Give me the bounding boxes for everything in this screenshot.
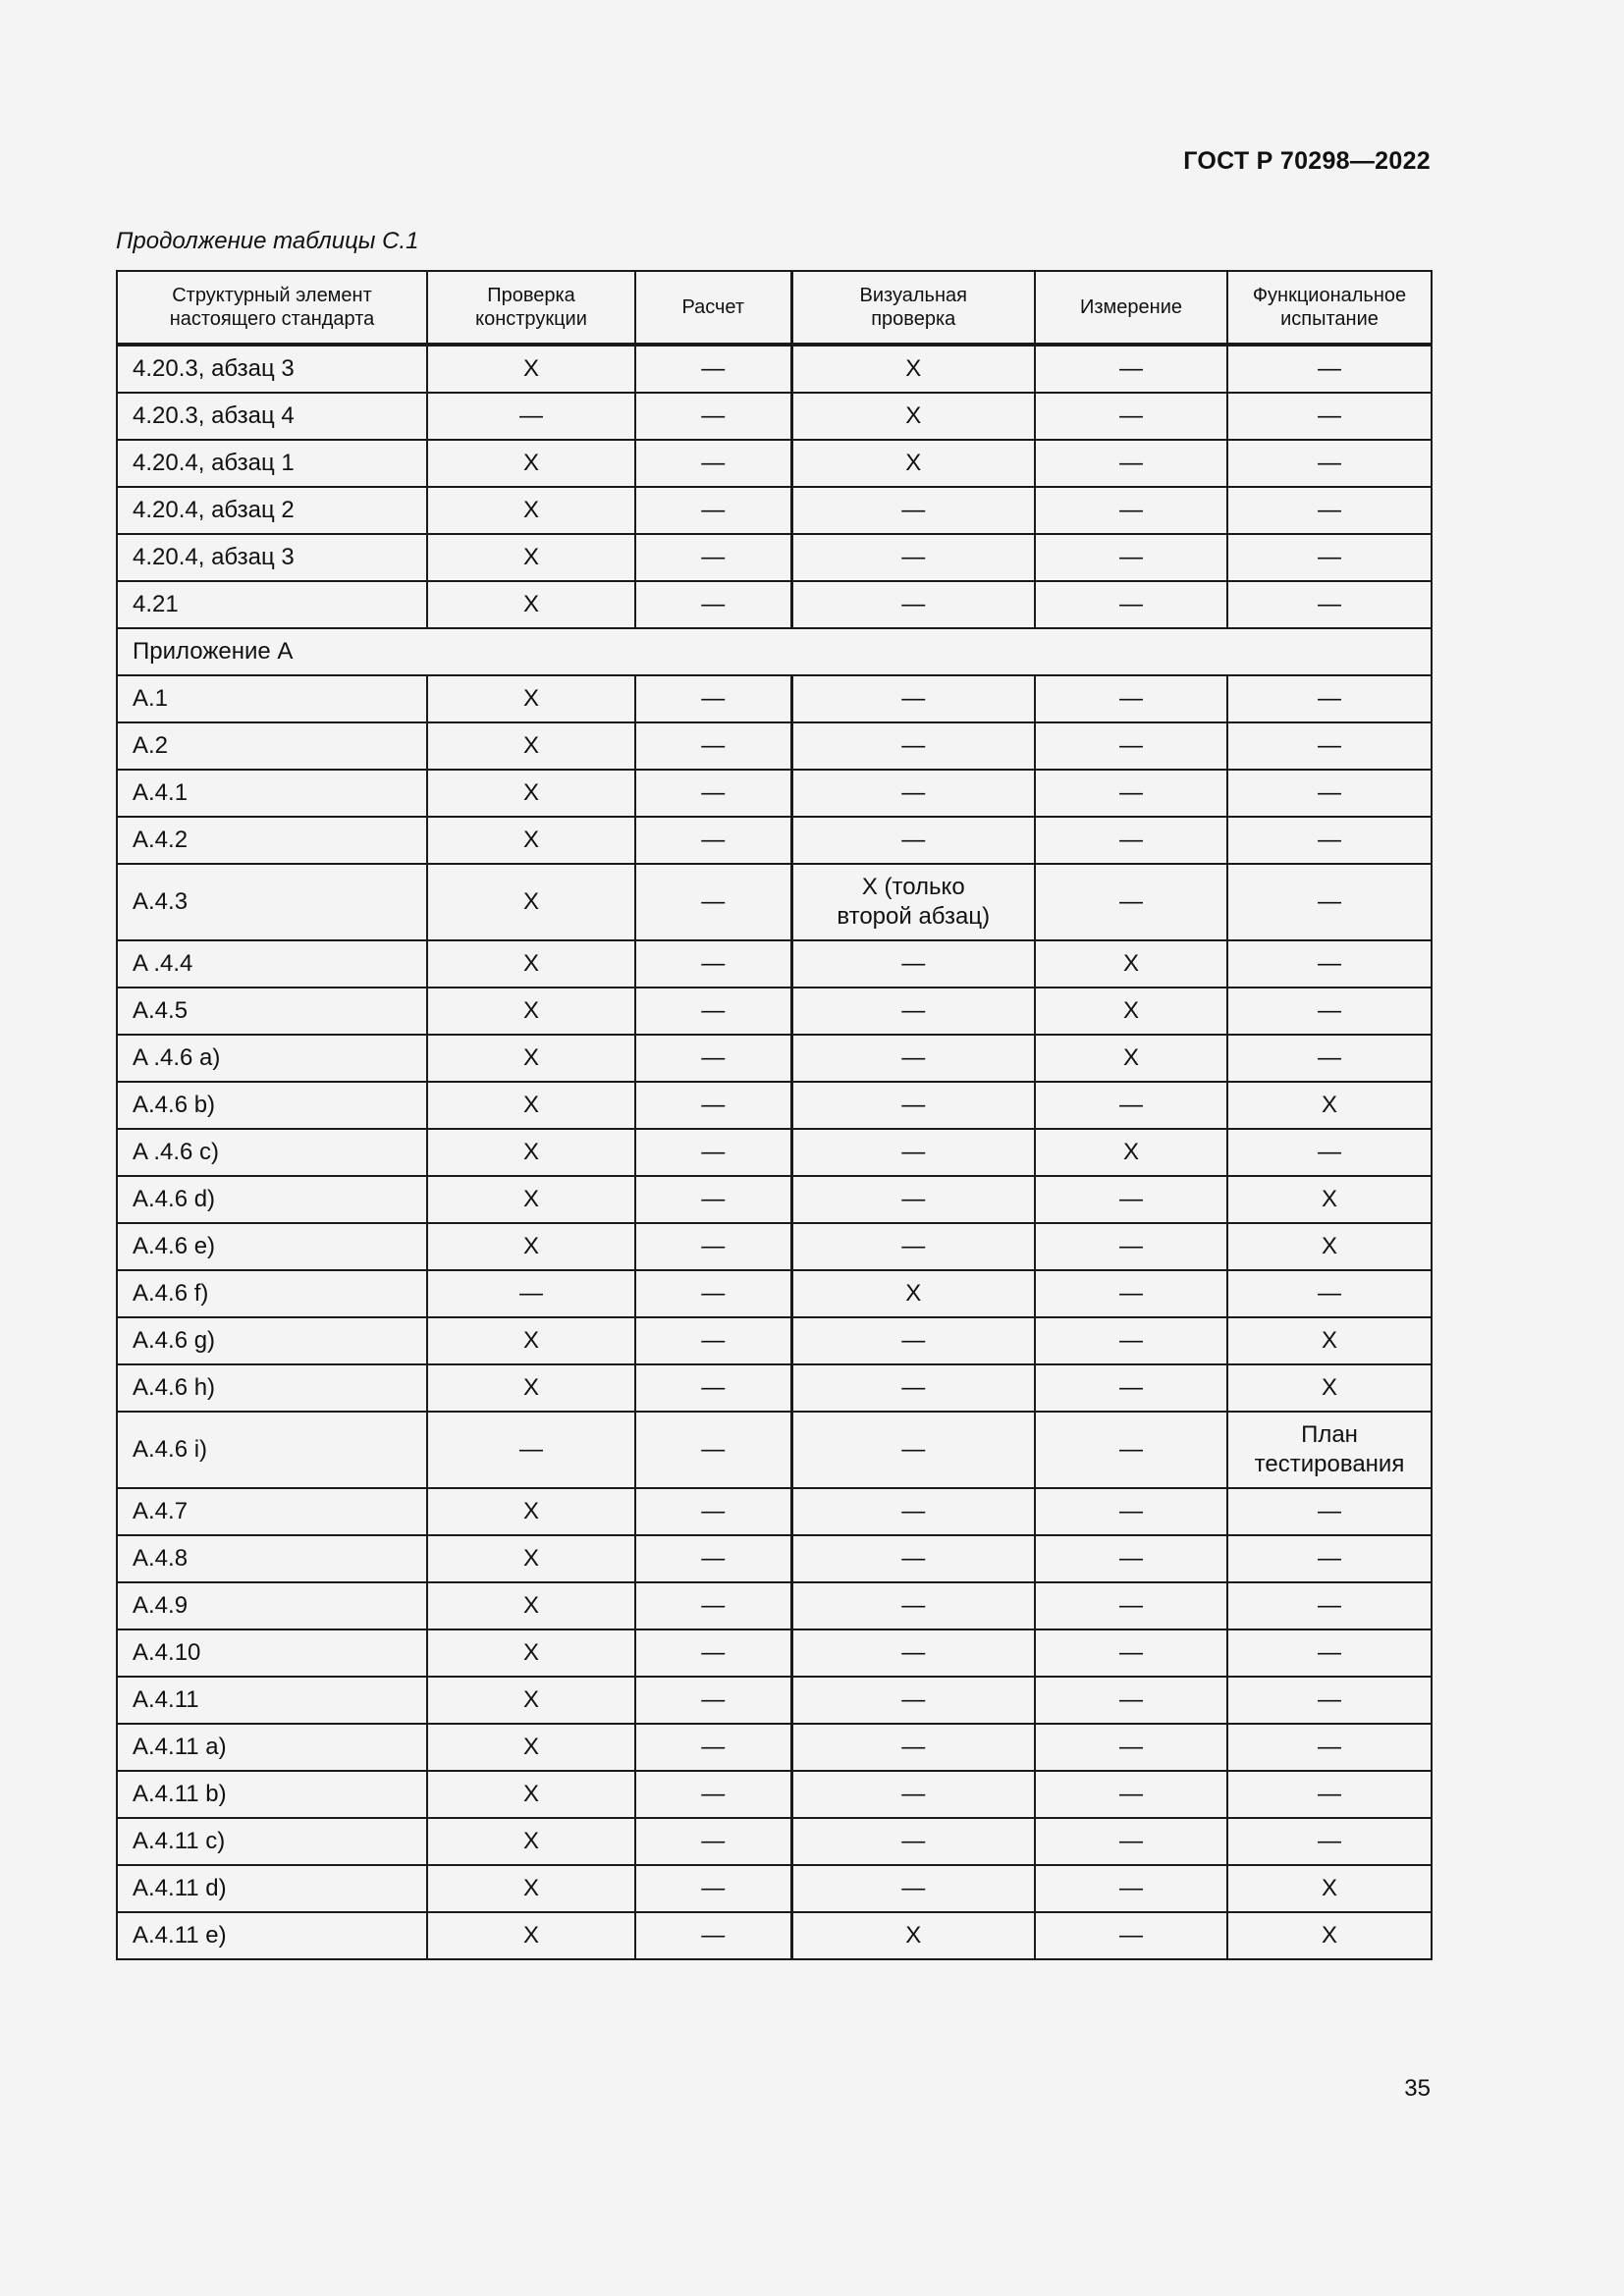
check-cell: — — [791, 1223, 1035, 1270]
check-cell: — — [1227, 440, 1432, 487]
check-cell: — — [1227, 940, 1432, 988]
check-cell: — — [635, 1364, 791, 1412]
check-cell: — — [1035, 534, 1227, 581]
check-cell: — — [635, 345, 791, 393]
check-cell: X — [1227, 1223, 1432, 1270]
check-cell: X — [427, 1176, 635, 1223]
check-cell: X — [791, 440, 1035, 487]
check-cell: — — [635, 1223, 791, 1270]
structural-element-cell: A.4.6 i) — [117, 1412, 427, 1488]
table-body — [117, 345, 1432, 1959]
structural-element-cell: A .4.6 c) — [117, 1129, 427, 1176]
check-cell: X — [1227, 1082, 1432, 1129]
structural-element-cell: A.2 — [117, 722, 427, 770]
table-row — [117, 1865, 1432, 1912]
structural-element-cell: A.4.11 e) — [117, 1912, 427, 1959]
column-header: Измерение — [1035, 271, 1227, 345]
check-cell: — — [427, 1270, 635, 1317]
check-cell: — — [1035, 1771, 1227, 1818]
structural-element-cell: A.4.11 a) — [117, 1724, 427, 1771]
check-cell: — — [427, 1412, 635, 1488]
structural-element-cell: A.4.7 — [117, 1488, 427, 1535]
check-cell: X — [1035, 1129, 1227, 1176]
check-cell: X — [427, 1771, 635, 1818]
structural-element-cell: A.4.11 d) — [117, 1865, 427, 1912]
check-cell: — — [791, 1629, 1035, 1677]
check-cell: — — [1035, 487, 1227, 534]
check-cell: X — [427, 988, 635, 1035]
table-row — [117, 1488, 1432, 1535]
structural-element-cell: A.4.5 — [117, 988, 427, 1035]
check-cell: — — [1035, 722, 1227, 770]
check-cell: — — [635, 1488, 791, 1535]
check-cell: — — [791, 1582, 1035, 1629]
structural-element-cell: A.4.9 — [117, 1582, 427, 1629]
structural-element-cell: A.4.11 — [117, 1677, 427, 1724]
check-cell: — — [791, 1176, 1035, 1223]
check-cell: X — [791, 1912, 1035, 1959]
check-cell: — — [427, 393, 635, 440]
check-cell: — — [791, 770, 1035, 817]
check-cell: — — [635, 581, 791, 628]
check-cell: — — [791, 940, 1035, 988]
check-cell: — — [635, 675, 791, 722]
check-cell: — — [791, 1677, 1035, 1724]
check-cell: — — [1035, 393, 1227, 440]
section-row — [117, 628, 1432, 675]
check-cell: — — [1035, 1629, 1227, 1677]
check-cell: — — [791, 1317, 1035, 1364]
check-cell: — — [791, 1082, 1035, 1129]
table-row — [117, 1818, 1432, 1865]
check-cell: X — [427, 1035, 635, 1082]
check-cell: — — [1227, 988, 1432, 1035]
check-cell: — — [1035, 675, 1227, 722]
check-cell: — — [635, 1912, 791, 1959]
check-cell: — — [1227, 1629, 1432, 1677]
structural-element-cell: A.4.3 — [117, 864, 427, 940]
check-cell: — — [1227, 1677, 1432, 1724]
table-row — [117, 1270, 1432, 1317]
structural-element-cell: A .4.6 a) — [117, 1035, 427, 1082]
table-row — [117, 1677, 1432, 1724]
check-cell: — — [1227, 393, 1432, 440]
structural-element-cell: 4.20.4, абзац 1 — [117, 440, 427, 487]
structural-element-cell: 4.21 — [117, 581, 427, 628]
check-cell: — — [1035, 1412, 1227, 1488]
check-cell: X — [427, 1724, 635, 1771]
check-cell: — — [635, 1176, 791, 1223]
check-cell: — — [1227, 581, 1432, 628]
table-row — [117, 1176, 1432, 1223]
check-cell: — — [635, 1129, 791, 1176]
check-cell: — — [635, 1412, 791, 1488]
check-cell: X — [427, 1535, 635, 1582]
check-cell: — — [791, 487, 1035, 534]
check-cell: — — [791, 1364, 1035, 1412]
document-code: ГОСТ Р 70298—2022 — [1183, 147, 1431, 175]
check-cell: — — [1035, 1582, 1227, 1629]
check-cell: X — [1227, 1912, 1432, 1959]
check-cell: — — [635, 1582, 791, 1629]
check-cell: — — [635, 770, 791, 817]
check-cell: — — [1227, 534, 1432, 581]
check-cell: — — [791, 1818, 1035, 1865]
table-row — [117, 940, 1432, 988]
table-row — [117, 1317, 1432, 1364]
table-row — [117, 1082, 1432, 1129]
table-row — [117, 817, 1432, 864]
check-cell: X — [1227, 1176, 1432, 1223]
table-row — [117, 864, 1432, 940]
check-cell: — — [1227, 1818, 1432, 1865]
check-cell: — — [1035, 1364, 1227, 1412]
check-cell: — — [635, 1317, 791, 1364]
check-cell: X — [1035, 940, 1227, 988]
check-cell: X — [427, 440, 635, 487]
check-cell: — — [1227, 675, 1432, 722]
check-cell: X — [427, 770, 635, 817]
table-row — [117, 1223, 1432, 1270]
check-cell: — — [791, 1488, 1035, 1535]
section-title: Приложение А — [117, 628, 1432, 675]
check-cell: — — [1227, 345, 1432, 393]
table-row — [117, 1724, 1432, 1771]
column-header: Функциональное испытание — [1227, 271, 1432, 345]
structural-element-cell: A.4.6 b) — [117, 1082, 427, 1129]
check-cell: — — [1035, 1270, 1227, 1317]
table-header-row — [117, 271, 1432, 345]
check-cell: X — [427, 1865, 635, 1912]
table-row — [117, 1771, 1432, 1818]
structural-element-cell: A.4.6 e) — [117, 1223, 427, 1270]
structural-element-cell: 4.20.3, абзац 3 — [117, 345, 427, 393]
check-cell: X — [427, 1677, 635, 1724]
check-cell: — — [635, 817, 791, 864]
check-cell: — — [635, 487, 791, 534]
check-cell: — — [791, 1865, 1035, 1912]
check-cell: X — [427, 1082, 635, 1129]
check-cell: X — [427, 1129, 635, 1176]
structural-element-cell: A.4.10 — [117, 1629, 427, 1677]
structural-element-cell: A.4.11 c) — [117, 1818, 427, 1865]
structural-element-cell: 4.20.3, абзац 4 — [117, 393, 427, 440]
table-row — [117, 1912, 1432, 1959]
check-cell: X — [427, 722, 635, 770]
check-cell: — — [791, 1535, 1035, 1582]
check-cell: X — [1035, 1035, 1227, 1082]
table-row — [117, 487, 1432, 534]
check-cell: — — [1227, 722, 1432, 770]
check-cell: — — [1035, 1912, 1227, 1959]
check-cell: — — [1035, 1082, 1227, 1129]
check-cell: — — [635, 988, 791, 1035]
check-cell: — — [635, 940, 791, 988]
check-cell: X — [427, 817, 635, 864]
structural-element-cell: 4.20.4, абзац 3 — [117, 534, 427, 581]
check-cell: X — [427, 1364, 635, 1412]
check-cell: — — [635, 1771, 791, 1818]
table-row — [117, 770, 1432, 817]
check-cell: План тестирования — [1227, 1412, 1432, 1488]
check-cell: X — [791, 1270, 1035, 1317]
check-cell: — — [635, 440, 791, 487]
structural-element-cell: A.4.6 h) — [117, 1364, 427, 1412]
check-cell: X — [1227, 1364, 1432, 1412]
check-cell: — — [1227, 770, 1432, 817]
check-cell: X — [427, 1223, 635, 1270]
check-cell: — — [1035, 440, 1227, 487]
check-cell: X — [1227, 1865, 1432, 1912]
table-row — [117, 1412, 1432, 1488]
check-cell: — — [791, 722, 1035, 770]
check-cell: — — [1035, 770, 1227, 817]
check-cell: X — [791, 393, 1035, 440]
check-cell: — — [1035, 1223, 1227, 1270]
table-row — [117, 1035, 1432, 1082]
check-cell: — — [635, 722, 791, 770]
check-cell: — — [1035, 1317, 1227, 1364]
check-cell: — — [1227, 1771, 1432, 1818]
table-row — [117, 1535, 1432, 1582]
check-cell: X — [791, 345, 1035, 393]
check-cell: — — [791, 675, 1035, 722]
check-cell: — — [1227, 817, 1432, 864]
check-cell: X — [427, 940, 635, 988]
check-cell: — — [1035, 1677, 1227, 1724]
check-cell: — — [1035, 1865, 1227, 1912]
check-cell: X — [427, 1582, 635, 1629]
table-row — [117, 1364, 1432, 1412]
structural-element-cell: 4.20.4, абзац 2 — [117, 487, 427, 534]
column-header: Проверка конструкции — [427, 271, 635, 345]
check-cell: — — [1227, 1270, 1432, 1317]
check-cell: — — [635, 1677, 791, 1724]
table-row — [117, 393, 1432, 440]
check-cell: — — [635, 1865, 791, 1912]
check-cell: — — [1035, 1488, 1227, 1535]
check-cell: — — [791, 1035, 1035, 1082]
check-cell: — — [791, 581, 1035, 628]
column-header: Визуальная проверка — [791, 271, 1035, 345]
check-cell: — — [1035, 1818, 1227, 1865]
check-cell: — — [635, 534, 791, 581]
column-header: Расчет — [635, 271, 791, 345]
check-cell: — — [1035, 345, 1227, 393]
table-row — [117, 1629, 1432, 1677]
check-cell: — — [635, 1629, 791, 1677]
check-cell: — — [635, 1535, 791, 1582]
table-row — [117, 581, 1432, 628]
check-cell: X — [427, 1629, 635, 1677]
check-cell: — — [1035, 1724, 1227, 1771]
structural-element-cell: A.4.2 — [117, 817, 427, 864]
check-cell: X (только второй абзац) — [791, 864, 1035, 940]
check-cell: — — [791, 817, 1035, 864]
table-row — [117, 440, 1432, 487]
check-cell: — — [1227, 1488, 1432, 1535]
check-cell: X — [1035, 988, 1227, 1035]
check-cell: — — [1227, 1582, 1432, 1629]
check-cell: — — [791, 1412, 1035, 1488]
page-number: 35 — [1404, 2075, 1431, 2102]
table-row — [117, 345, 1432, 393]
table-caption: Продолжение таблицы С.1 — [116, 228, 419, 254]
check-cell: — — [1227, 1035, 1432, 1082]
check-cell: X — [427, 1912, 635, 1959]
table-row — [117, 1582, 1432, 1629]
table-row — [117, 1129, 1432, 1176]
check-cell: — — [1227, 864, 1432, 940]
check-cell: — — [791, 1771, 1035, 1818]
check-cell: — — [635, 1818, 791, 1865]
table-row — [117, 722, 1432, 770]
structural-element-cell: A.4.6 d) — [117, 1176, 427, 1223]
check-cell: — — [635, 1724, 791, 1771]
check-cell: — — [1035, 1535, 1227, 1582]
check-cell: — — [791, 1129, 1035, 1176]
check-cell: — — [1035, 864, 1227, 940]
check-cell: — — [791, 988, 1035, 1035]
check-cell: — — [1227, 487, 1432, 534]
check-cell: — — [1227, 1129, 1432, 1176]
structural-element-cell: A.4.8 — [117, 1535, 427, 1582]
table-row — [117, 534, 1432, 581]
check-cell: X — [427, 487, 635, 534]
check-cell: X — [427, 675, 635, 722]
check-cell: X — [427, 345, 635, 393]
check-cell: — — [635, 1035, 791, 1082]
check-cell: — — [1227, 1535, 1432, 1582]
check-cell: — — [635, 1082, 791, 1129]
column-header: Структурный элемент настоящего стандарта — [117, 271, 427, 345]
check-cell: X — [427, 1818, 635, 1865]
structural-element-cell: A .4.4 — [117, 940, 427, 988]
check-cell: X — [427, 581, 635, 628]
check-cell: X — [427, 1488, 635, 1535]
check-cell: X — [1227, 1317, 1432, 1364]
check-cell: — — [635, 864, 791, 940]
structural-element-cell: A.4.11 b) — [117, 1771, 427, 1818]
check-cell: — — [635, 393, 791, 440]
check-cell: X — [427, 1317, 635, 1364]
structural-element-cell: A.4.6 g) — [117, 1317, 427, 1364]
check-cell: — — [1035, 1176, 1227, 1223]
structural-element-cell: A.4.1 — [117, 770, 427, 817]
table-row — [117, 988, 1432, 1035]
verification-table — [116, 270, 1433, 1960]
check-cell: X — [427, 864, 635, 940]
check-cell: X — [427, 534, 635, 581]
check-cell: — — [791, 534, 1035, 581]
structural-element-cell: A.4.6 f) — [117, 1270, 427, 1317]
check-cell: — — [1035, 817, 1227, 864]
structural-element-cell: A.1 — [117, 675, 427, 722]
check-cell: — — [791, 1724, 1035, 1771]
check-cell: — — [635, 1270, 791, 1317]
table-row — [117, 675, 1432, 722]
check-cell: — — [1227, 1724, 1432, 1771]
check-cell: — — [1035, 581, 1227, 628]
